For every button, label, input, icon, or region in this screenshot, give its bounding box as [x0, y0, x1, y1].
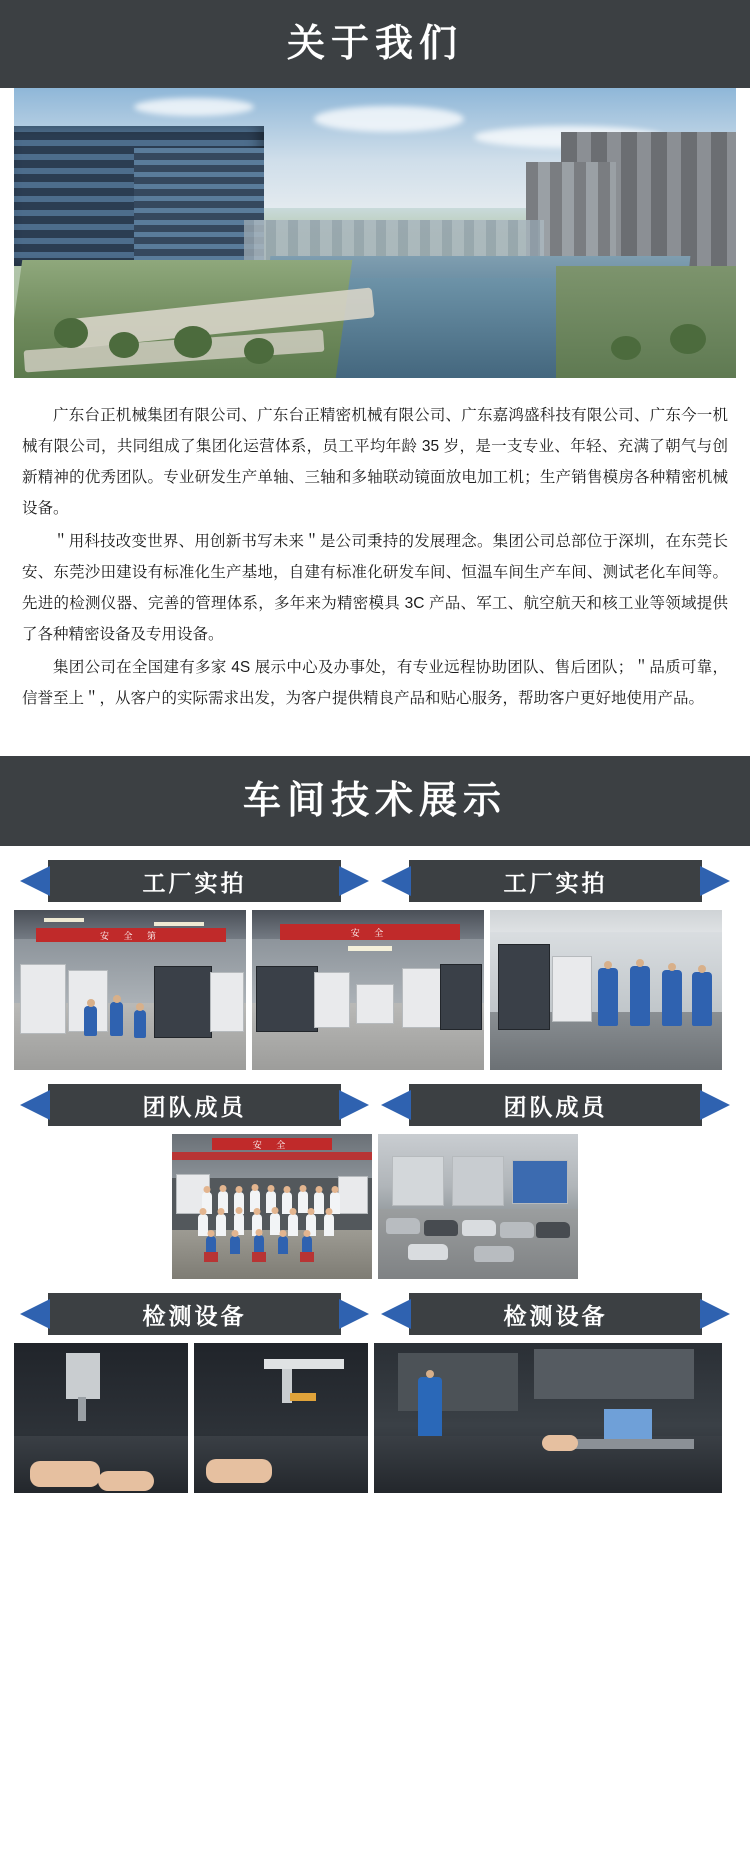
cnc-machine-dark: [256, 966, 318, 1032]
ribbon-cell: [375, 860, 736, 902]
team-member: [270, 1213, 280, 1235]
ribbon-cell: [14, 1293, 375, 1335]
safety-banner: 安 全: [280, 924, 460, 940]
operator-hand: [30, 1461, 100, 1487]
worker-figure: [110, 1002, 123, 1036]
tree-shape: [670, 324, 706, 354]
parked-car: [408, 1244, 448, 1260]
factory-photo-row: [14, 910, 736, 1070]
about-section-header: [0, 0, 750, 88]
cnc-machine: [210, 972, 244, 1032]
workshop-section-header: [0, 756, 750, 846]
ribbon-cell: [14, 1084, 375, 1126]
workshop-title: 车间技术展示: [242, 780, 507, 822]
parked-car: [536, 1222, 570, 1238]
ribbon-cell: [375, 1084, 736, 1126]
bottom-padding: [14, 1493, 736, 1507]
red-stool: [252, 1252, 266, 1262]
signboard: [512, 1160, 568, 1204]
team-member: [288, 1214, 298, 1236]
ribbon-row-inspection: [14, 1293, 736, 1335]
about-paragraph-3: 集团公司在全国建有多家 4S 展示中心及办事处，有专业远程协助团队、售后团队；＂品质可靠，信誉至上＂，从客户的实际需求出发，为客户提供精良产品和贴心服务，帮助客户更好地使用产品。: [22, 659, 728, 707]
probe-tip: [290, 1393, 316, 1401]
ceiling-lamp: [348, 946, 392, 951]
photo-inspection-room-staff: [490, 910, 722, 1070]
tree-shape: [611, 336, 641, 360]
cloud-shape: [134, 98, 254, 116]
team-photo-row: [14, 1134, 736, 1279]
photo-team-group: [172, 1134, 372, 1279]
machine-enclosure: [398, 1353, 518, 1411]
red-stool: [204, 1252, 218, 1262]
parked-car: [474, 1246, 514, 1262]
worker-figure: [134, 1010, 146, 1038]
photo-company-parking-lot: [378, 1134, 578, 1279]
probe-shaft: [78, 1397, 86, 1421]
team-member-seated: [230, 1236, 240, 1254]
staff-figure: [692, 972, 712, 1026]
team-member: [216, 1214, 226, 1236]
operator-hand: [542, 1435, 578, 1451]
staff-figure: [598, 968, 618, 1026]
ribbon-label-team-right: 团队成员: [409, 1084, 702, 1126]
team-member: [198, 1214, 208, 1236]
cnc-machine: [314, 972, 350, 1028]
red-stool: [300, 1252, 314, 1262]
measuring-head: [66, 1353, 100, 1399]
operator-hand: [98, 1471, 154, 1491]
cnc-machine-dark: [440, 964, 482, 1030]
ribbon-label-inspection-right: 检测设备: [409, 1293, 702, 1335]
distant-skyline: [244, 220, 544, 260]
ribbon-cell: [14, 860, 375, 902]
parked-car: [424, 1220, 458, 1236]
ribbon-label-team-left: 团队成员: [48, 1084, 341, 1126]
machine-background: [338, 1176, 368, 1214]
tree-shape: [54, 318, 88, 348]
monitor-screen: [604, 1409, 652, 1439]
team-member: [314, 1192, 324, 1214]
hero-image-wrapper: [0, 88, 750, 378]
photo-engineer-at-cmm-station: [374, 1343, 722, 1493]
ceiling-lamp: [154, 922, 204, 926]
team-member: [324, 1214, 334, 1236]
staff-figure: [662, 970, 682, 1026]
section-divider: [0, 742, 750, 756]
staff-figure: [630, 966, 650, 1026]
photo-probe-measuring-arm: [194, 1343, 368, 1493]
team-member-seated: [278, 1236, 288, 1254]
photo-workshop-aisle: [252, 910, 484, 1070]
roller-shutter-door: [392, 1156, 444, 1206]
parked-car: [462, 1220, 496, 1236]
machine-enclosure: [534, 1349, 694, 1399]
ribbon-label-inspection-left: 检测设备: [48, 1293, 341, 1335]
operator-hand: [206, 1459, 272, 1483]
ground-area: [172, 1230, 372, 1279]
ceiling-lamp: [44, 918, 84, 922]
ribbon-row-factory: [14, 860, 736, 902]
worker-figure: [84, 1006, 97, 1036]
measuring-instrument: [498, 944, 550, 1030]
cnc-machine: [402, 968, 442, 1028]
measuring-arm: [264, 1359, 344, 1369]
ribbon-label-factory-left: 工厂实拍: [48, 860, 341, 902]
cnc-machine-dark: [154, 966, 212, 1038]
safety-banner: 安 全: [212, 1138, 332, 1150]
keyboard: [574, 1439, 694, 1449]
team-member: [298, 1191, 308, 1213]
parked-car: [386, 1218, 420, 1234]
cnc-machine: [356, 984, 394, 1024]
riverbank-right-greenery: [556, 266, 736, 378]
ribbon-label-factory-right: 工厂实拍: [409, 860, 702, 902]
cnc-machine: [20, 964, 66, 1034]
safety-banner: 安 全 第: [36, 928, 226, 942]
roller-shutter-door: [452, 1156, 504, 1206]
parked-car: [500, 1222, 534, 1238]
inspection-photo-row: [14, 1343, 736, 1493]
about-paragraph-1: 广东台正机械集团有限公司、广东台正精密机械有限公司、广东嘉鸿盛科技有限公司、广东今一机械有限公司，共同组成了集团化运营体系，员工平均年龄 35 岁，是一支专业、年轻、充满了朝气与创新精神的优秀团队。专业研发生产单轴、三轴和多轴联动镜面放电加工机；生产销售模房各种精密机械设备。: [22, 407, 728, 517]
measuring-instrument: [552, 956, 592, 1022]
photo-workshop-assembly-line: [14, 910, 246, 1070]
tree-shape: [244, 338, 274, 364]
about-paragraph-2: ＂用科技改变世界、用创新书写未来＂是公司秉持的发展理念。集团公司总部位于深圳，在东莞长安、东莞沙田建设有标准化生产基地，自建有标准化研发车间、恒温车间生产车间、测试老化车间等。先进的检测仪器、完善的管理体系，多年来为精密模具 3C 产品、军工、航空航天和核工业等领域提供了各种精密设备及专用设备。: [22, 533, 728, 643]
cloud-shape: [314, 106, 464, 132]
ribbon-cell: [375, 1293, 736, 1335]
workshop-gallery: [0, 860, 750, 1507]
tree-shape: [109, 332, 139, 358]
team-member-seated: [254, 1235, 264, 1253]
hero-campus-photo: [14, 88, 736, 378]
tree-shape: [174, 326, 212, 358]
photo-precision-measuring-closeup: [14, 1343, 188, 1493]
ribbon-row-team: [14, 1084, 736, 1126]
overhead-beam: [172, 1152, 372, 1160]
about-text-block: [0, 378, 750, 742]
about-title: 关于我们: [286, 23, 463, 65]
